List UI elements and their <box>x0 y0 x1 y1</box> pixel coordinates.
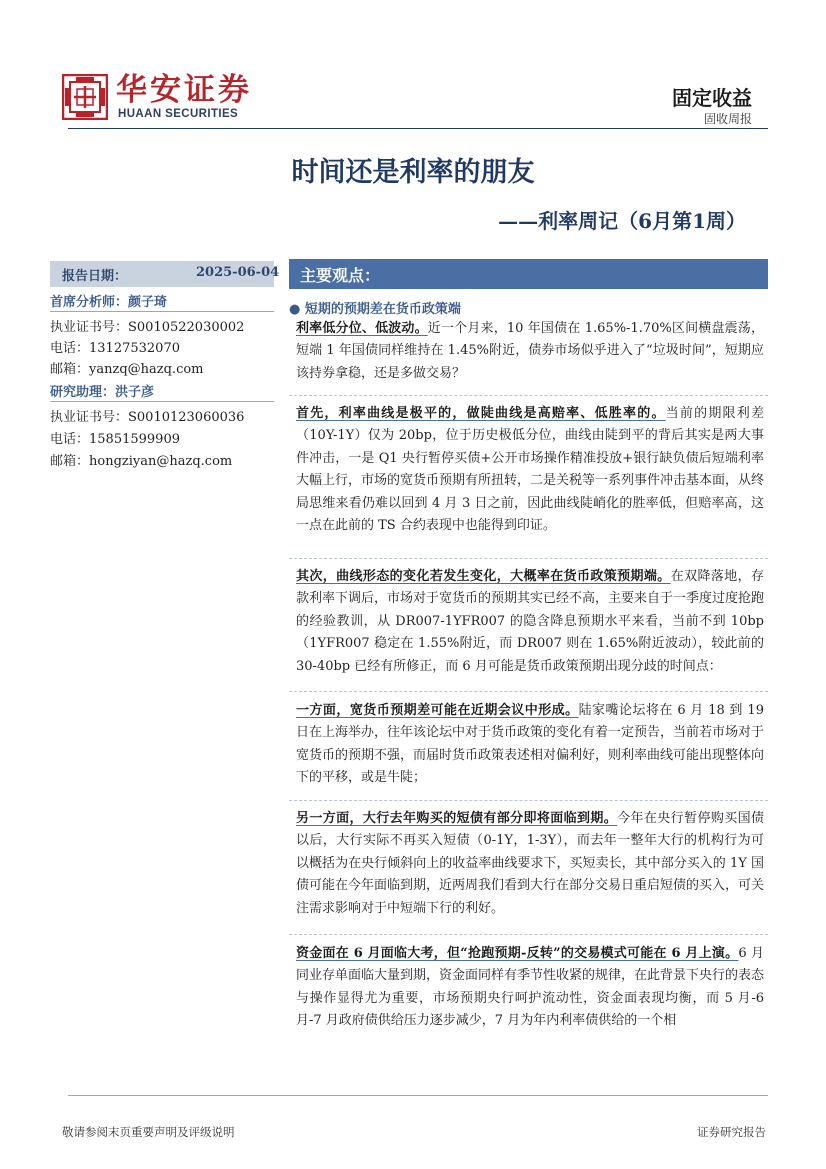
assistant-email: 邮箱：hongziyan@hazq.com <box>50 454 233 469</box>
footer-divider <box>68 1095 768 1096</box>
paragraph-1-body: 近一个月来，10 年国债在 1.65%-1.70%区间横盘震荡，短端 1 年国债同样维持在 1.45%附近，债券市场似乎进入了“垃圾时间”，短期应该持券拿稳，还是多做交易？ <box>296 321 764 381</box>
paragraph-4-lead: 一方面，宽货币预期差可能在近期会议中形成。 <box>296 703 579 718</box>
sidebar-divider <box>50 311 274 312</box>
paragraph-3-lead: 其次，曲线形态的变化若发生变化，大概率在货币政策预期端。 <box>296 569 671 584</box>
chief-email: 邮箱：yanzq@hazq.com <box>50 362 204 377</box>
logo-seal-icon <box>62 74 108 120</box>
chief-cert: 执业证书号：S0010522030002 <box>50 320 245 335</box>
assistant-phone: 电话：15851599909 <box>50 432 180 447</box>
report-subtitle: ——利率周记（6月第1周） <box>498 209 746 233</box>
paragraph-separator <box>289 558 768 559</box>
footer-disclaimer: 敬请参阅末页重要声明及评级说明 <box>62 1125 235 1139</box>
bullet-heading: ● 短期的预期差在货币政策端 <box>289 302 461 317</box>
paragraph-separator <box>289 691 768 692</box>
footer-report-type: 证券研究报告 <box>697 1125 766 1139</box>
paragraph-4 <box>296 700 764 790</box>
logo-text-cn: 华安证券 <box>116 72 252 108</box>
chief-phone: 电话：13127532070 <box>50 341 180 356</box>
paragraph-6-body: 6 月同业存单面临大量到期，资金面同样有季节性收紧的规律，在此背景下央行的表态与操作显得尤为重要，市场预期央行呵护流动性，资金面表现均衡，而 5 月-6 月-7 月政府债供给压力逐步减少，7 月为年内利率债供给的一个相 <box>296 946 765 1029</box>
paragraph-2 <box>296 403 764 537</box>
paragraph-5 <box>296 808 764 920</box>
assistant-label: 研究助理：洪子彦 <box>50 385 155 400</box>
paragraph-2-body: 当前的期限利差（10Y-1Y）仅为 20bp，位于历史极低分位，曲线由陡到平的背后其实是两大事件冲击，一是 Q1 央行暂停买债+公开市场操作精准投放+银行缺负债后短端利率大幅上行，市场的宽货币预期有所扭转，二是关税等一系列事件冲击基本面，从终局思维来看仍难以回到 4 月 3 日之前，因此曲线陡峭化的胜率低，但赔率高，这一点在此前的 TS 合约表现中也能得到印证。 <box>296 406 765 534</box>
date-label: 报告日期： <box>62 269 128 284</box>
paragraph-separator <box>289 395 768 396</box>
paragraph-separator <box>289 934 768 935</box>
paragraph-separator <box>289 800 768 801</box>
report-category: 固定收益 <box>672 86 752 110</box>
paragraph-2-lead: 首先，利率曲线是极平的，做陡曲线是高赔率、低胜率的。 <box>296 406 666 421</box>
paragraph-4-body: 陆家嘴论坛将在 6 月 18 到 19 日在上海举办，往年该论坛中对于货币政策的变化有着一定预告，当前若市场对于宽货币的预期不强，而届时货币政策表述相对偏利好，则利率曲线可能出现整体向下的平移，或是牛陡； <box>296 703 765 786</box>
paragraph-5-body: 今年在央行暂停购买国债以后，大行实际不再买入短债（0-1Y，1-3Y），而去年一整年大行的机构行为可以概括为在央行倾斜向上的收益率曲线要求下，买短卖长，其中部分买入的 1Y 国债可能在今年面临到期，近两周我们看到大行在部分交易日重启短债的买入，可关注需求影响对于中短端下行的利好。 <box>296 811 765 916</box>
logo-text-en: HUAAN SECURITIES <box>118 108 239 120</box>
report-title: 时间还是利率的朋友 <box>291 157 535 188</box>
paragraph-3-body: 在双降落地，存款利率下调后，市场对于宽货币的预期其实已经不高，主要来自于一季度过度抢跑的经验教训，从 DR007-1YFR007 的隐含降息预期水平来看，当前不到 10bp（1YFR007 稳定在 1.55%附近，而 DR007 则在 1.65%附近波动），较此前的 30-40bp 已经有所修正，而 6 月可能是货币政策预期出现分歧的时间点： <box>296 569 765 674</box>
header-divider <box>68 128 768 129</box>
chief-analyst-label: 首席分析师：颜子琦 <box>50 295 168 310</box>
paragraph-6 <box>296 943 764 1033</box>
paragraph-6-lead: 资金面在 6 月面临大考，但“抢跑预期-反转”的交易模式可能在 6 月上演。 <box>296 946 739 961</box>
paragraph-1-lead: 利率低分位、低波动。 <box>296 321 428 336</box>
logo-mark <box>62 74 108 120</box>
report-subcategory: 固收周报 <box>703 112 752 126</box>
assistant-cert: 执业证书号：S0010123060036 <box>50 410 245 425</box>
section-title: 主要观点： <box>300 266 381 285</box>
sidebar-divider <box>50 401 274 402</box>
date-value: 2025-06-04 <box>196 265 280 280</box>
paragraph-5-lead: 另一方面，大行去年购买的短债有部分即将面临到期。 <box>296 811 618 826</box>
paragraph-3 <box>296 566 764 678</box>
paragraph-1 <box>296 318 764 385</box>
